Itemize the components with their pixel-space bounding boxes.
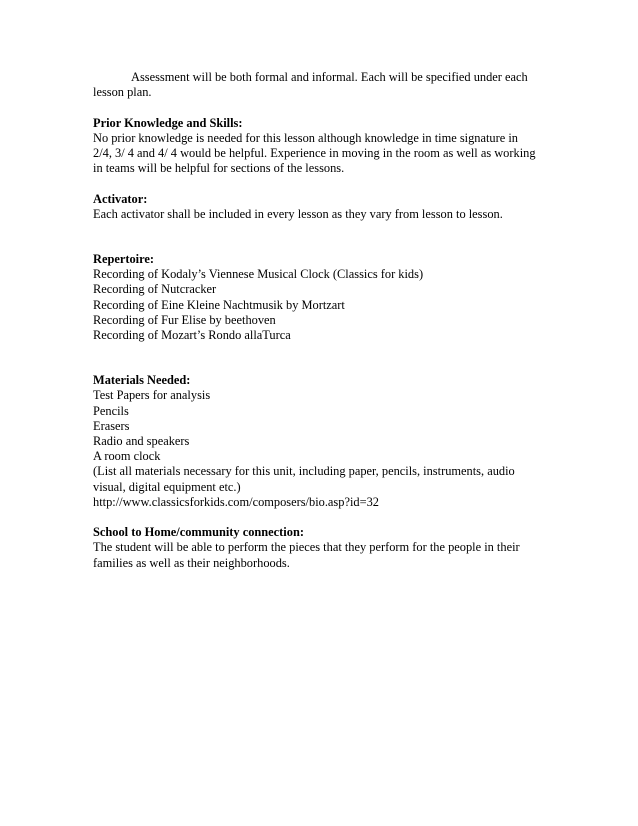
materials-section xyxy=(93,373,563,510)
prior-knowledge-line: 2/4, 3/ 4 and 4/ 4 would be helpful. Experience in moving in the room as well as working xyxy=(93,146,536,160)
assessment-text-line-2: lesson plan. xyxy=(93,85,152,100)
materials-heading: Materials Needed: xyxy=(93,373,191,388)
materials-item: Test Papers for analysis xyxy=(93,388,211,403)
activator-line: Each activator shall be included in every lesson as they vary from lesson to lesson. xyxy=(93,206,503,221)
prior-knowledge-section xyxy=(93,116,563,177)
materials-item: Erasers xyxy=(93,418,130,433)
repertoire-heading: Repertoire: xyxy=(93,252,155,266)
school-home-line: The student will be able to perform the pieces that they perform for the people in their xyxy=(93,540,520,555)
school-home-section xyxy=(93,525,563,571)
prior-knowledge-heading: Prior Knowledge and Skills: xyxy=(93,115,243,130)
repertoire-item: Recording of Mozart’s Rondo allaTurca xyxy=(93,328,291,343)
school-home-line: families as well as their neighborhoods. xyxy=(93,555,290,570)
materials-item: A room clock xyxy=(93,449,161,464)
repertoire-item: Recording of Kodaly’s Viennese Musical Clock (Classics for kids) xyxy=(93,267,424,282)
repertoire-item: Recording of Fur Elise by beethoven xyxy=(93,312,276,327)
prior-knowledge-line: in teams will be helpful for sections of the lessons. xyxy=(93,161,345,176)
document-page xyxy=(93,70,563,571)
materials-item: Pencils xyxy=(93,403,129,418)
prior-knowledge-line: No prior knowledge is needed for this lesson although knowledge in time signature in xyxy=(93,130,518,145)
activator-section xyxy=(93,192,563,222)
materials-url: http://www.classicsforkids.com/composers/bio.asp?id=32 xyxy=(93,494,379,509)
school-home-heading: School to Home/community connection: xyxy=(93,525,304,540)
materials-item: (List all materials necessary for this unit, including paper, pencils, instruments, audio xyxy=(93,464,515,479)
repertoire-section xyxy=(93,252,563,343)
repertoire-item: Recording of Eine Kleine Nachtmusik by Mortzart xyxy=(93,297,345,312)
assessment-text-line-1: Assessment will be both formal and informal. Each will be specified under each xyxy=(131,70,528,84)
materials-item: visual, digital equipment etc.) xyxy=(93,479,241,494)
assessment-section xyxy=(93,70,563,100)
activator-heading: Activator: xyxy=(93,191,148,206)
repertoire-item: Recording of Nutcracker xyxy=(93,282,217,297)
materials-item: Radio and speakers xyxy=(93,434,190,449)
